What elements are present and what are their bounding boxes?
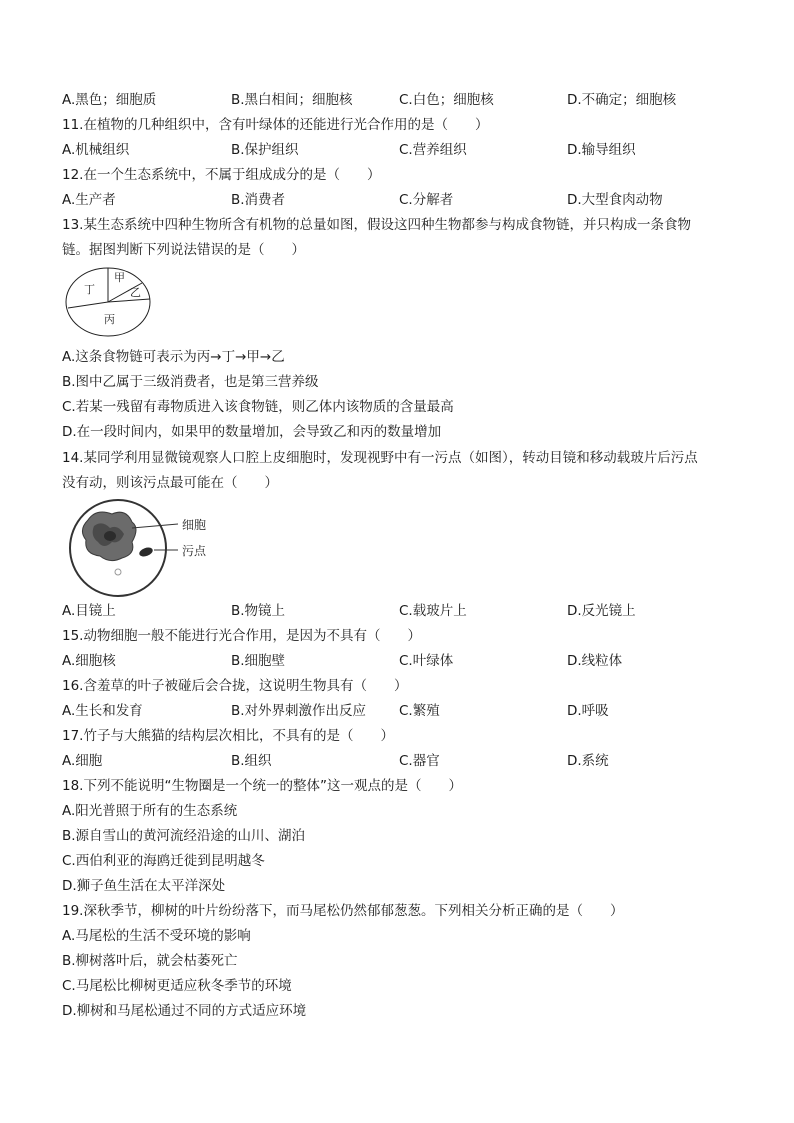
- q12-stem: 12.在一个生态系统中，不属于组成成分的是（ ）: [62, 167, 381, 183]
- q19-option-b: B.柳树落叶后，就会枯萎死亡: [62, 953, 238, 969]
- q14-option-b: B.物镜上: [231, 603, 286, 619]
- q16-option-b: B.对外界刺激作出反应: [231, 703, 367, 719]
- q18-stem: 18.下列不能说明“生物圈是一个统一的整体”这一观点的是（ ）: [62, 778, 462, 794]
- q13-option-a: A.这条食物链可表示为丙→丁→甲→乙: [62, 349, 285, 365]
- q12-option-a: A.生产者: [62, 192, 116, 208]
- q16-option-a: A.生长和发育: [62, 703, 143, 719]
- q17-option-c: C.器官: [399, 753, 440, 769]
- q14-option-a: A.目镜上: [62, 603, 116, 619]
- q10-option-b: B.黑白相间；细胞核: [231, 92, 353, 108]
- pie-label-jia: 甲: [114, 271, 125, 284]
- q16-stem: 16.含羞草的叶子被碰后会合拢，这说明生物具有（ ）: [62, 678, 408, 694]
- q18-option-d: D.狮子鱼生活在太平洋深处: [62, 878, 226, 894]
- q12-option-b: B.消费者: [231, 192, 286, 208]
- q17-stem: 17.竹子与大熊猫的结构层次相比，不具有的是（ ）: [62, 728, 394, 744]
- q16-option-c: C.繁殖: [399, 703, 440, 719]
- pie-label-yi: 乙: [130, 286, 141, 299]
- q10-option-a: A.黑色；细胞质: [62, 92, 157, 108]
- q11-stem: 11.在植物的几种组织中，含有叶绿体的还能进行光合作用的是（ ）: [62, 117, 489, 133]
- q14-options: [62, 601, 762, 621]
- pie-label-bing: 丙: [104, 313, 115, 326]
- q19-option-a: A.马尾松的生活不受环境的影响: [62, 928, 251, 944]
- q17-option-b: B.组织: [231, 753, 272, 769]
- q19-stem: 19.深秋季节，柳树的叶片纷纷落下，而马尾松仍然郁郁葱葱。下列相关分析正确的是（ ）: [62, 903, 624, 919]
- q10-options: [62, 90, 762, 110]
- q13-option-d: D.在一段时间内，如果甲的数量增加，会导致乙和丙的数量增加: [62, 424, 442, 440]
- q15-option-c: C.叶绿体: [399, 653, 454, 669]
- q12-options: [62, 190, 762, 210]
- label-spot: 污点: [182, 544, 207, 558]
- pie-divider-left: [68, 302, 108, 308]
- q16-option-d: D.呼吸: [567, 703, 609, 719]
- q10-option-d: D.不确定；细胞核: [567, 92, 677, 108]
- q13-option-c: C.若某一残留有毒物质进入该食物链，则乙体内该物质的含量最高: [62, 399, 454, 415]
- q17-option-d: D.系统: [567, 753, 609, 769]
- q14-stem-line2: 没有动，则该污点最可能在（ ）: [62, 475, 278, 491]
- q14-option-d: D.反光镜上: [567, 603, 636, 619]
- q14-stem-line1: 14.某同学利用显微镜观察人口腔上皮细胞时，发现视野中有一污点（如图），转动目镜和移动载玻片后污点: [62, 450, 698, 466]
- pie-divider-right-lower: [108, 299, 150, 302]
- q11-option-a: A.机械组织: [62, 142, 130, 158]
- q15-stem: 15.动物细胞一般不能进行光合作用，是因为不具有（ ）: [62, 628, 421, 644]
- q14-option-c: C.载玻片上: [399, 603, 467, 619]
- q13-stem-line1: 13.某生态系统中四种生物所含有机物的总量如图，假设这四种生物都参与构成食物链，并只构成一条食物: [62, 217, 691, 233]
- q12-option-d: D.大型食肉动物: [567, 192, 663, 208]
- q18-option-b: B.源自雪山的黄河流经沿途的山川、湖泊: [62, 828, 306, 844]
- q17-options: [62, 751, 762, 771]
- q10-option-c: C.白色；细胞核: [399, 92, 494, 108]
- q15-option-a: A.细胞核: [62, 653, 116, 669]
- pie-label-ding: 丁: [84, 283, 95, 296]
- q15-options: [62, 651, 762, 671]
- q13-option-b: B.图中乙属于三级消费者，也是第三营养级: [62, 374, 319, 390]
- q15-option-b: B.细胞壁: [231, 653, 286, 669]
- q16-options: [62, 701, 762, 721]
- q19-option-d: D.柳树和马尾松通过不同的方式适应环境: [62, 1003, 307, 1019]
- q15-option-d: D.线粒体: [567, 653, 623, 669]
- q14-microscope-figure: [66, 498, 226, 598]
- q12-option-c: C.分解者: [399, 192, 454, 208]
- q18-option-a: A.阳光普照于所有的生态系统: [62, 803, 238, 819]
- q19-option-c: C.马尾松比柳树更适应秋冬季节的环境: [62, 978, 292, 994]
- cell-nucleus: [104, 531, 116, 541]
- q11-option-d: D.输导组织: [567, 142, 636, 158]
- label-cell: 细胞: [182, 518, 207, 532]
- q13-pie-figure: [62, 263, 162, 343]
- q18-option-c: C.西伯利亚的海鸥迁徙到昆明越冬: [62, 853, 265, 869]
- q13-stem-line2: 链。据图判断下列说法错误的是（ ）: [62, 242, 305, 258]
- q17-option-a: A.细胞: [62, 753, 103, 769]
- q11-option-c: C.营养组织: [399, 142, 467, 158]
- q11-options: [62, 140, 762, 160]
- q11-option-b: B.保护组织: [231, 142, 299, 158]
